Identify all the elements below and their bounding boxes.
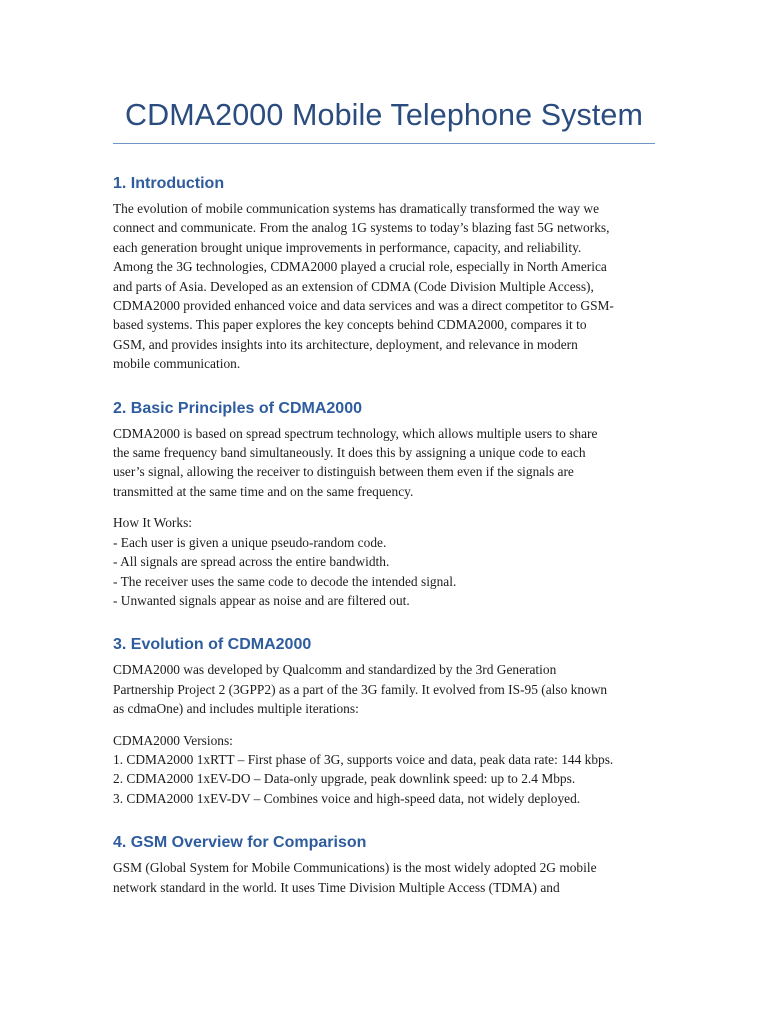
list-heading: CDMA2000 Versions: xyxy=(113,732,233,748)
text-line: based systems. This paper explores the key concepts behind CDMA2000, compares it to xyxy=(113,317,587,333)
section-basic-principles xyxy=(113,398,655,611)
list-item: 2. CDMA2000 1xEV-DO – Data-only upgrade, peak downlink speed: up to 2.4 Mbps. xyxy=(113,771,576,787)
list-item: - Unwanted signals appear as noise and are filtered out. xyxy=(113,592,410,608)
paragraph xyxy=(113,199,655,374)
section-heading: 4. GSM Overview for Comparison xyxy=(113,834,367,852)
text-line: as cdmaOne) and includes multiple iterations: xyxy=(113,701,359,717)
document-title: CDMA2000 Mobile Telephone System xyxy=(113,90,655,144)
text-line: mobile communication. xyxy=(113,356,241,372)
section-heading: 3. Evolution of CDMA2000 xyxy=(113,636,312,654)
section-introduction xyxy=(113,173,655,374)
text-line: CDMA2000 is based on spread spectrum technology, which allows multiple users to share xyxy=(113,425,598,441)
section-gsm-overview xyxy=(113,832,655,897)
section-heading: 1. Introduction xyxy=(113,175,225,192)
list-item: - The receiver uses the same code to decode the intended signal. xyxy=(113,573,457,589)
text-line: Partnership Project 2 (3GPP2) as a part of the 3G family. It evolved from IS-95 (also known xyxy=(113,681,608,697)
text-line: GSM, and provides insights into its architecture, deployment, and relevance in modern xyxy=(113,336,578,352)
text-line: and parts of Asia. Developed as an extension of CDMA (Code Division Multiple Access), xyxy=(113,278,594,294)
list-item: - All signals are spread across the entire bandwidth. xyxy=(113,554,390,570)
versions-list xyxy=(113,731,655,809)
text-line: CDMA2000 provided enhanced voice and data services and was a direct competitor to GSM- xyxy=(113,298,614,314)
text-line: The evolution of mobile communication systems has dramatically transformed the way we xyxy=(113,201,600,216)
how-it-works-list xyxy=(113,513,655,610)
text-line: user’s signal, allowing the receiver to distinguish between them even if the signals are xyxy=(113,464,574,480)
text-line: CDMA2000 was developed by Qualcomm and standardized by the 3rd Generation xyxy=(113,662,557,678)
section-heading: 2. Basic Principles of CDMA2000 xyxy=(113,399,362,417)
list-item: 3. CDMA2000 1xEV-DV – Combines voice and high-speed data, not widely deployed. xyxy=(113,790,581,806)
list-heading: How It Works: xyxy=(113,515,193,531)
list-item: - Each user is given a unique pseudo-random code. xyxy=(113,534,387,550)
text-line: the same frequency band simultaneously. It does this by assigning a unique code to each xyxy=(113,445,586,461)
section-evolution xyxy=(113,634,655,808)
text-line: Among the 3G technologies, CDMA2000 played a crucial role, especially in North America xyxy=(113,259,607,275)
text-line: transmitted at the same time and on the same frequency. xyxy=(113,483,414,499)
list-item: 1. CDMA2000 1xRTT – First phase of 3G, supports voice and data, peak data rate: 144 kbps. xyxy=(113,751,614,767)
text-line: network standard in the world. It uses Time Division Multiple Access (TDMA) and xyxy=(113,879,560,895)
text-line: connect and communicate. From the analog 1G systems to today’s blazing fast 5G networks, xyxy=(113,220,610,236)
text-line: each generation brought unique improvements in performance, capacity, and reliability. xyxy=(113,239,582,255)
paragraph xyxy=(113,858,655,897)
paragraph xyxy=(113,424,655,502)
paragraph xyxy=(113,660,655,718)
text-line: GSM (Global System for Mobile Communications) is the most widely adopted 2G mobile xyxy=(113,860,597,876)
